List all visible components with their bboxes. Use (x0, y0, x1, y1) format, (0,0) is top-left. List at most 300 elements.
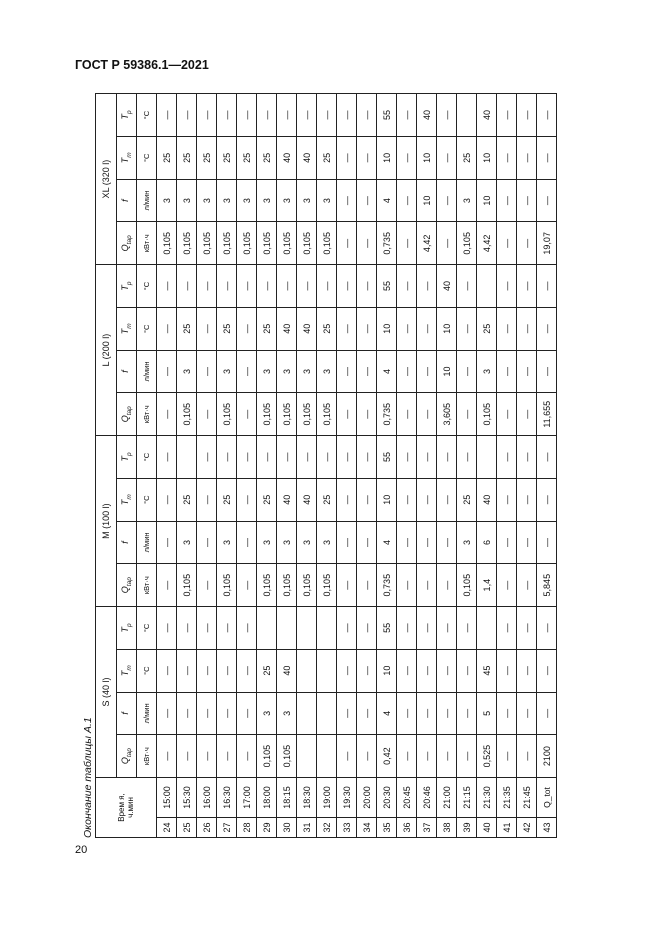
table-cell: — (437, 222, 457, 265)
table-cell: — (357, 222, 377, 265)
table-cell: — (397, 436, 417, 479)
table-cell: 25 (257, 478, 277, 521)
table-cell: — (497, 307, 517, 350)
row-number: 26 (197, 818, 217, 838)
table-cell: — (457, 393, 477, 436)
table-cell: — (157, 265, 177, 308)
table-cell: 0,735 (377, 564, 397, 607)
table-cell: 40 (417, 94, 437, 137)
table-cell: 0,105 (217, 564, 237, 607)
table-row (297, 94, 317, 838)
table-cell: — (357, 521, 377, 564)
table-cell: — (257, 436, 277, 479)
table-cell: — (417, 478, 437, 521)
table-cell: 3 (297, 350, 317, 393)
symbol-base: f (120, 370, 131, 373)
table-cell: — (337, 478, 357, 521)
table-cell: — (517, 350, 537, 393)
row-time: 18:00 (257, 777, 277, 817)
unit-header: °С (137, 136, 157, 179)
table-row (257, 94, 277, 838)
table-cell: — (257, 265, 277, 308)
table-cell: 25 (217, 478, 237, 521)
table-cell: 4 (377, 350, 397, 393)
table-cell: — (337, 564, 357, 607)
table-cell: — (417, 393, 437, 436)
table-cell: 0,105 (257, 564, 277, 607)
table-cell: 0,105 (177, 564, 197, 607)
table-cell: 0,105 (317, 564, 337, 607)
table-cell: 40 (297, 136, 317, 179)
table-cell: — (357, 564, 377, 607)
symbol-header (117, 521, 137, 564)
row-number: 35 (377, 818, 397, 838)
table-cell: — (357, 607, 377, 650)
table-cell: — (217, 265, 237, 308)
table-cell: — (397, 265, 417, 308)
table-row (337, 94, 357, 838)
table-cell: — (457, 350, 477, 393)
table-row (457, 94, 477, 838)
row-number: 28 (237, 818, 257, 838)
table-cell: — (177, 265, 197, 308)
table-cell: 3 (277, 179, 297, 222)
row-time: 20:46 (417, 777, 437, 817)
table-cell: 55 (377, 436, 397, 479)
table-cell: 6 (477, 521, 497, 564)
table-cell (317, 649, 337, 692)
table-cell (297, 692, 317, 735)
table-cell: — (397, 478, 417, 521)
table-cell: 25 (457, 478, 477, 521)
table-cell: 0,105 (317, 393, 337, 436)
table-cell: 0,105 (317, 222, 337, 265)
table-cell: 0,105 (297, 564, 317, 607)
symbol-base: Q (120, 415, 131, 423)
table-cell: — (337, 179, 357, 222)
table-cell: — (517, 94, 537, 137)
table-cell: 3 (177, 179, 197, 222)
table-cell: 25 (257, 307, 277, 350)
symbol-sub: m (125, 323, 133, 329)
table-cell: 25 (197, 136, 217, 179)
table-cell: — (237, 307, 257, 350)
table-cell: 55 (377, 94, 397, 137)
table-cell: — (357, 649, 377, 692)
row-number: 40 (477, 818, 497, 838)
table-cell: — (397, 692, 417, 735)
table-cell: 40 (277, 649, 297, 692)
table-cell: — (217, 692, 237, 735)
table-cell: — (197, 307, 217, 350)
table-cell (317, 692, 337, 735)
table-row (357, 94, 377, 838)
table-row (517, 94, 537, 838)
table-cell: 25 (257, 136, 277, 179)
table-cell: — (277, 265, 297, 308)
table-cell: — (197, 692, 217, 735)
table-cell: — (457, 436, 477, 479)
symbol-header (117, 436, 137, 479)
table-cell: 25 (317, 307, 337, 350)
table-cell: — (157, 649, 177, 692)
table-cell: 3 (217, 521, 237, 564)
table-cell: — (177, 735, 197, 778)
row-time: 21:45 (517, 777, 537, 817)
table-cell: — (337, 265, 357, 308)
table-cell: 3 (317, 521, 337, 564)
table-cell: 0,105 (157, 222, 177, 265)
table-cell: — (497, 521, 517, 564)
table-cell: 0,105 (297, 222, 317, 265)
table-cell: 5 (477, 692, 497, 735)
row-number: 33 (337, 818, 357, 838)
table-cell: 25 (217, 307, 237, 350)
table-cell: 3 (257, 179, 277, 222)
table-cell: — (537, 521, 557, 564)
group-header: L (200 l) (96, 265, 117, 436)
table-cell: 3 (177, 350, 197, 393)
table-cell: 0,735 (377, 393, 397, 436)
table-cell: 3 (157, 179, 177, 222)
table-cell: 25 (257, 649, 277, 692)
unit-header: кВт·ч (137, 222, 157, 265)
table-cell: 11,655 (537, 393, 557, 436)
table-cell: — (197, 393, 217, 436)
table-cell: — (497, 564, 517, 607)
table-cell: — (157, 94, 177, 137)
table-cell: — (197, 735, 217, 778)
table-cell: — (397, 179, 417, 222)
table-cell: — (497, 436, 517, 479)
symbol-header (117, 265, 137, 308)
table-cell: 55 (377, 607, 397, 650)
symbol-base: T (120, 626, 131, 633)
row-number: 41 (497, 818, 517, 838)
table-cell: — (197, 436, 217, 479)
table-row (217, 94, 237, 838)
table-cell: — (277, 94, 297, 137)
table-cell: 3 (297, 179, 317, 222)
table-cell: — (237, 94, 257, 137)
table-cell: 0,105 (477, 393, 497, 436)
table-cell: — (337, 735, 357, 778)
unit-header: кВт·ч (137, 735, 157, 778)
table-cell: — (297, 94, 317, 137)
table-cell: — (457, 607, 477, 650)
row-number: 37 (417, 818, 437, 838)
row-time: 19:30 (337, 777, 357, 817)
table-cell (457, 94, 477, 137)
symbol-base: T (120, 456, 131, 462)
table-cell: — (437, 478, 457, 521)
table-cell: 3 (457, 179, 477, 222)
table-cell: — (457, 307, 477, 350)
table-cell: — (317, 94, 337, 137)
table-cell: 0,105 (257, 222, 277, 265)
symbol-sub: tap (125, 748, 133, 758)
row-number: 42 (517, 818, 537, 838)
unit-header: °С (137, 607, 157, 650)
table-row (497, 94, 517, 838)
table-cell: 3 (317, 179, 337, 222)
table-cell: — (217, 607, 237, 650)
table-cell: — (437, 607, 457, 650)
table-cell: — (497, 179, 517, 222)
table-cell: — (337, 307, 357, 350)
table-row (197, 94, 217, 838)
table-cell: 10 (377, 478, 397, 521)
table-cell: 25 (177, 136, 197, 179)
table-cell: — (357, 735, 377, 778)
table-cell: — (197, 350, 217, 393)
table-cell: — (537, 136, 557, 179)
table-cell: 40 (297, 478, 317, 521)
row-time: 21:30 (477, 777, 497, 817)
table-cell: — (237, 393, 257, 436)
table-cell: 25 (317, 136, 337, 179)
row-time: 20:30 (377, 777, 397, 817)
table-row (277, 94, 297, 838)
table-cell: — (397, 735, 417, 778)
table-cell: — (157, 564, 177, 607)
table-cell: — (217, 649, 237, 692)
table-cell: 3 (297, 521, 317, 564)
table-cell: — (537, 436, 557, 479)
table-cell: — (417, 564, 437, 607)
table-cell: — (237, 649, 257, 692)
table-cell: — (157, 307, 177, 350)
group-header-row (96, 94, 117, 838)
table-row (377, 94, 397, 838)
table-cell: — (417, 607, 437, 650)
table-row (177, 94, 197, 838)
table-cell: — (237, 265, 257, 308)
table-cell: — (297, 436, 317, 479)
table-cell: — (497, 265, 517, 308)
table-cell: — (157, 393, 177, 436)
table-cell: — (517, 735, 537, 778)
row-time: 21:35 (497, 777, 517, 817)
table-cell: 25 (477, 307, 497, 350)
unit-header: °С (137, 436, 157, 479)
table-cell (477, 436, 497, 479)
symbol-sub: p (125, 281, 133, 286)
table-cell: 0,105 (297, 393, 317, 436)
row-number: 29 (257, 818, 277, 838)
symbol-sub: tap (125, 406, 133, 416)
table-cell: — (317, 436, 337, 479)
table-cell: 5,845 (537, 564, 557, 607)
table-cell: — (517, 521, 537, 564)
row-number: 32 (317, 818, 337, 838)
table-cell: 0,525 (477, 735, 497, 778)
unit-header: кВт·ч (137, 393, 157, 436)
table-cell: — (357, 265, 377, 308)
table-cell: — (497, 94, 517, 137)
table-cell: — (537, 478, 557, 521)
table-cell (297, 649, 317, 692)
table-cell: 4 (377, 521, 397, 564)
table-cell: — (457, 735, 477, 778)
table-cell: — (417, 649, 437, 692)
table-cell (317, 735, 337, 778)
table-cell: — (417, 307, 437, 350)
table-cell: — (397, 649, 417, 692)
table-cell: — (337, 607, 357, 650)
table-cell: — (397, 521, 417, 564)
table-cell: — (497, 393, 517, 436)
table-cell: — (237, 607, 257, 650)
table-cell: 0,105 (457, 564, 477, 607)
table-cell: — (157, 350, 177, 393)
symbol-sub: m (125, 152, 133, 158)
row-time: 15:00 (157, 777, 177, 817)
table-cell: — (177, 692, 197, 735)
row-number: 36 (397, 818, 417, 838)
table-row (417, 94, 437, 838)
table-cell: 3 (237, 179, 257, 222)
row-number: 27 (217, 818, 237, 838)
table-cell: — (497, 692, 517, 735)
table-cell: — (357, 393, 377, 436)
table-cell: — (537, 179, 557, 222)
table-cell: — (517, 478, 537, 521)
table-cell: — (417, 692, 437, 735)
table-cell: 0,105 (277, 564, 297, 607)
table-cell: — (357, 350, 377, 393)
table-cell: — (337, 436, 357, 479)
table-cell: — (417, 436, 437, 479)
table-cell: — (457, 649, 477, 692)
table-row (317, 94, 337, 838)
row-time: 21:15 (457, 777, 477, 817)
table-cell: — (337, 649, 357, 692)
table-cell: 45 (477, 649, 497, 692)
table-cell (477, 265, 497, 308)
table-cell: — (497, 607, 517, 650)
table-cell: — (357, 94, 377, 137)
symbol-sub: m (125, 494, 133, 500)
table-cell: — (237, 521, 257, 564)
unit-header-row (137, 94, 157, 838)
row-time: 17:00 (237, 777, 257, 817)
table-cell: — (217, 735, 237, 778)
row-time: 15:30 (177, 777, 197, 817)
table-cell: 10 (377, 307, 397, 350)
unit-header: °С (137, 307, 157, 350)
table-cell: — (457, 265, 477, 308)
table-cell: — (217, 94, 237, 137)
table-cell: 10 (477, 179, 497, 222)
table-cell: 40 (477, 94, 497, 137)
table-cell: — (237, 564, 257, 607)
table-cell: 55 (377, 265, 397, 308)
symbol-base: Q (120, 586, 131, 594)
table-row (437, 94, 457, 838)
table-cell: — (357, 179, 377, 222)
table-cell: — (277, 436, 297, 479)
table-cell: — (497, 478, 517, 521)
table-cell: — (437, 94, 457, 137)
table-cell: 0,42 (377, 735, 397, 778)
table-cell: 0,105 (457, 222, 477, 265)
table-cell: 0,105 (277, 222, 297, 265)
table-row (537, 94, 557, 838)
table-cell (257, 607, 277, 650)
symbol-header (117, 564, 137, 607)
unit-header: °С (137, 265, 157, 308)
symbol-base: T (120, 670, 131, 677)
table-cell: 0,105 (237, 222, 257, 265)
table-cell: 0,105 (277, 393, 297, 436)
table-cell: 40 (437, 265, 457, 308)
table-cell: — (157, 607, 177, 650)
table-cell: — (397, 564, 417, 607)
row-time: 20:00 (357, 777, 377, 817)
unit-header: кВт·ч (137, 564, 157, 607)
symbol-sub: m (125, 665, 133, 671)
rotated-table-container (81, 93, 557, 838)
table-cell: — (197, 649, 217, 692)
table-cell: — (517, 436, 537, 479)
table-cell: 3 (477, 350, 497, 393)
table-cell: 3 (177, 521, 197, 564)
table-cell: — (317, 265, 337, 308)
table-cell: — (197, 94, 217, 137)
table-cell: — (537, 350, 557, 393)
table-cell: 0,105 (277, 735, 297, 778)
table-cell: — (337, 692, 357, 735)
table-cell: — (397, 222, 417, 265)
symbol-sub: tap (125, 235, 133, 245)
table-cell: — (537, 649, 557, 692)
table-cell: — (357, 692, 377, 735)
table-cell: — (517, 692, 537, 735)
table-cell: — (437, 692, 457, 735)
table-cell: 3 (257, 692, 277, 735)
table-cell: — (357, 436, 377, 479)
table-cell: — (517, 649, 537, 692)
table-cell: — (397, 307, 417, 350)
table-cell: 10 (477, 136, 497, 179)
row-time: Q_tot (537, 777, 557, 817)
group-header: XL (320 l) (96, 94, 117, 265)
page-number: 20 (75, 844, 88, 856)
table-cell: — (497, 136, 517, 179)
unit-header: л/мин (137, 350, 157, 393)
data-table (95, 93, 557, 838)
table-cell (277, 607, 297, 650)
table-cell: — (177, 649, 197, 692)
table-cell: — (417, 521, 437, 564)
table-cell: — (517, 136, 537, 179)
table-cell (317, 607, 337, 650)
table-caption: Окончание таблицы А.1 (82, 717, 94, 838)
table-cell: 0,105 (217, 393, 237, 436)
row-time: 19:00 (317, 777, 337, 817)
table-cell: 40 (277, 307, 297, 350)
table-cell: 3 (257, 350, 277, 393)
symbol-header (117, 350, 137, 393)
row-time: 16:30 (217, 777, 237, 817)
table-cell: 10 (417, 179, 437, 222)
table-cell: — (357, 478, 377, 521)
unit-header: л/мин (137, 521, 157, 564)
table-cell: 0,105 (257, 735, 277, 778)
table-cell: 3 (217, 179, 237, 222)
symbol-base: T (120, 157, 131, 164)
